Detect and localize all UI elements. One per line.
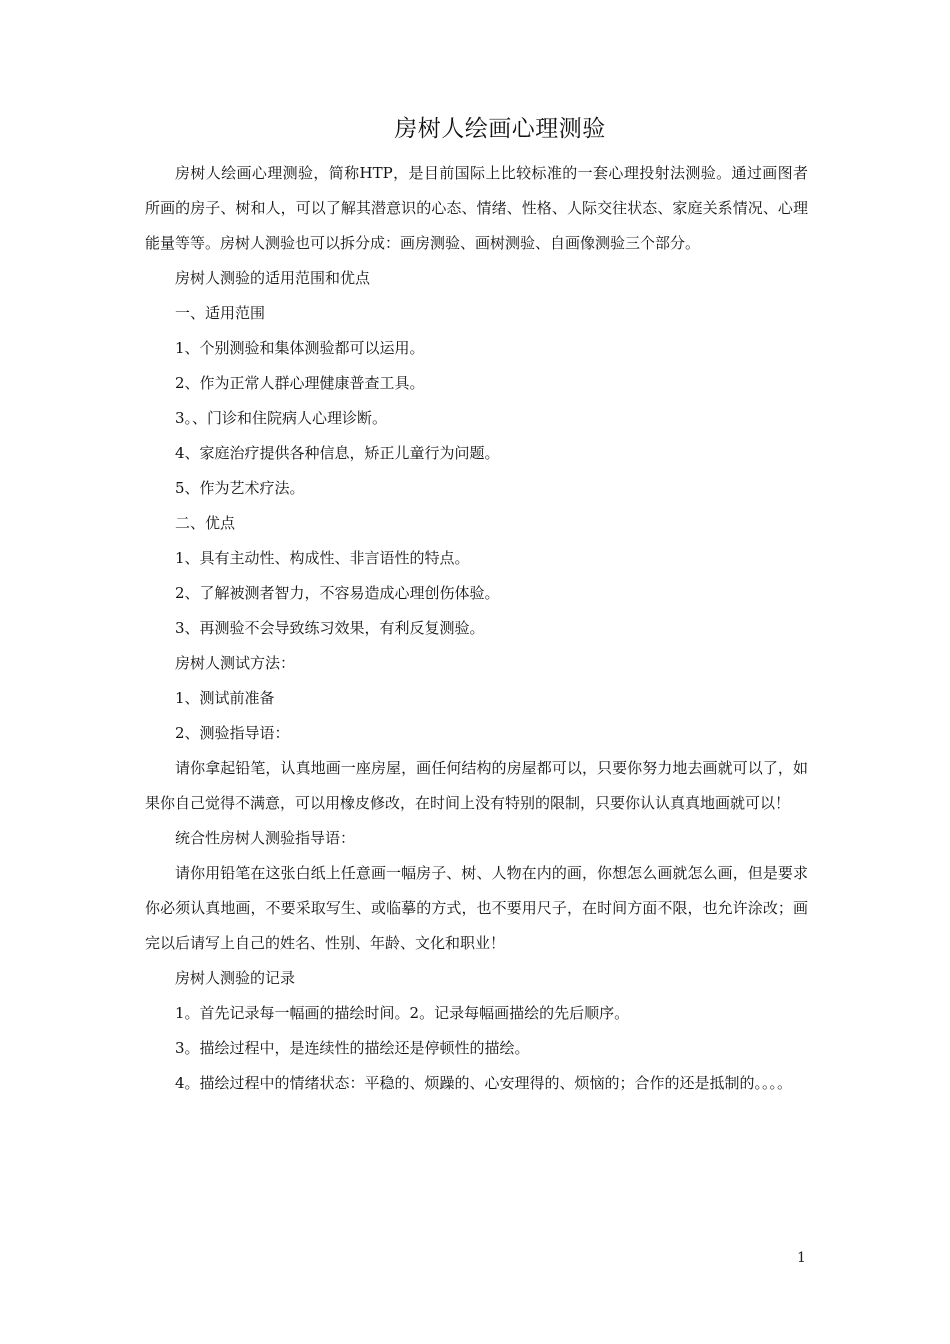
subheading-advantages: 二、优点: [175, 514, 236, 532]
instruction-paragraph: 请你拿起铅笔，认真地画一座房屋，画任何结构的房屋都可以，只要你努力地去画就可以了，如果你自己觉得不满意，可以用橡皮修改，在时间上没有特别的限制，只要你认认真真地画就可以！: [145, 759, 808, 812]
intro-paragraph: 房树人绘画心理测验，简称HTP，是目前国际上比较标准的一套心理投射法测验。通过画图者所画的房子、树和人，可以了解其潜意识的心态、情绪、性格、人际交往状态、家庭关系情况、心理能量等等。房树人测验也可以拆分成：画房测验、画树测验、自画像测验三个部分。: [145, 164, 808, 252]
document-body: [145, 156, 808, 1101]
section-heading-test-method: 房树人测试方法：: [175, 654, 296, 672]
integrated-instruction-paragraph: 请你用铅笔在这张白纸上任意画一幅房子、树、人物在内的画，你想怎么画就怎么画，但是要求你必须认真地画，不要采取写生、或临摹的方式，也不要用尺子，在时间方面不限，也允许涂改；画完以后请写上自己的姓名、性别、年龄、文化和职业！: [145, 864, 808, 952]
section-heading-scope-advantages: 房树人测验的适用范围和优点: [175, 269, 371, 287]
subheading-scope: 一、适用范围: [175, 304, 266, 322]
list-item: 4。描绘过程中的情绪状态：平稳的、烦躁的、心安理得的、烦恼的；合作的还是抵制的。。。。: [175, 1074, 793, 1092]
section-heading-records: 房树人测验的记录: [175, 969, 296, 987]
list-item: 1。首先记录每一幅画的描绘时间。2。记录每幅画描绘的先后顺序。: [175, 1004, 630, 1022]
list-item: 1、测试前准备: [175, 689, 275, 707]
list-item: 1、具有主动性、构成性、非言语性的特点。: [175, 549, 470, 567]
list-item: 3、再测验不会导致练习效果，有利反复测验。: [175, 619, 485, 637]
list-item: 2、了解被测者智力，不容易造成心理创伤体验。: [175, 584, 500, 602]
section-heading-integrated-instructions: 统合性房树人测验指导语：: [175, 829, 356, 847]
page-number: 1: [797, 1250, 806, 1266]
document-title: 房树人绘画心理测验: [394, 116, 606, 142]
list-item: 4、家庭治疗提供各种信息，矫正儿童行为问题。: [175, 444, 500, 462]
list-item: 3。、门诊和住院病人心理诊断。: [175, 409, 388, 427]
list-item: 3。描绘过程中，是连续性的描绘还是停顿性的描绘。: [175, 1039, 530, 1057]
list-item: 1、个别测验和集体测验都可以运用。: [175, 339, 425, 357]
list-item: 5、作为艺术疗法。: [175, 479, 305, 497]
list-item: 2、作为正常人群心理健康普查工具。: [175, 374, 425, 392]
list-item: 2、测验指导语：: [175, 724, 290, 742]
